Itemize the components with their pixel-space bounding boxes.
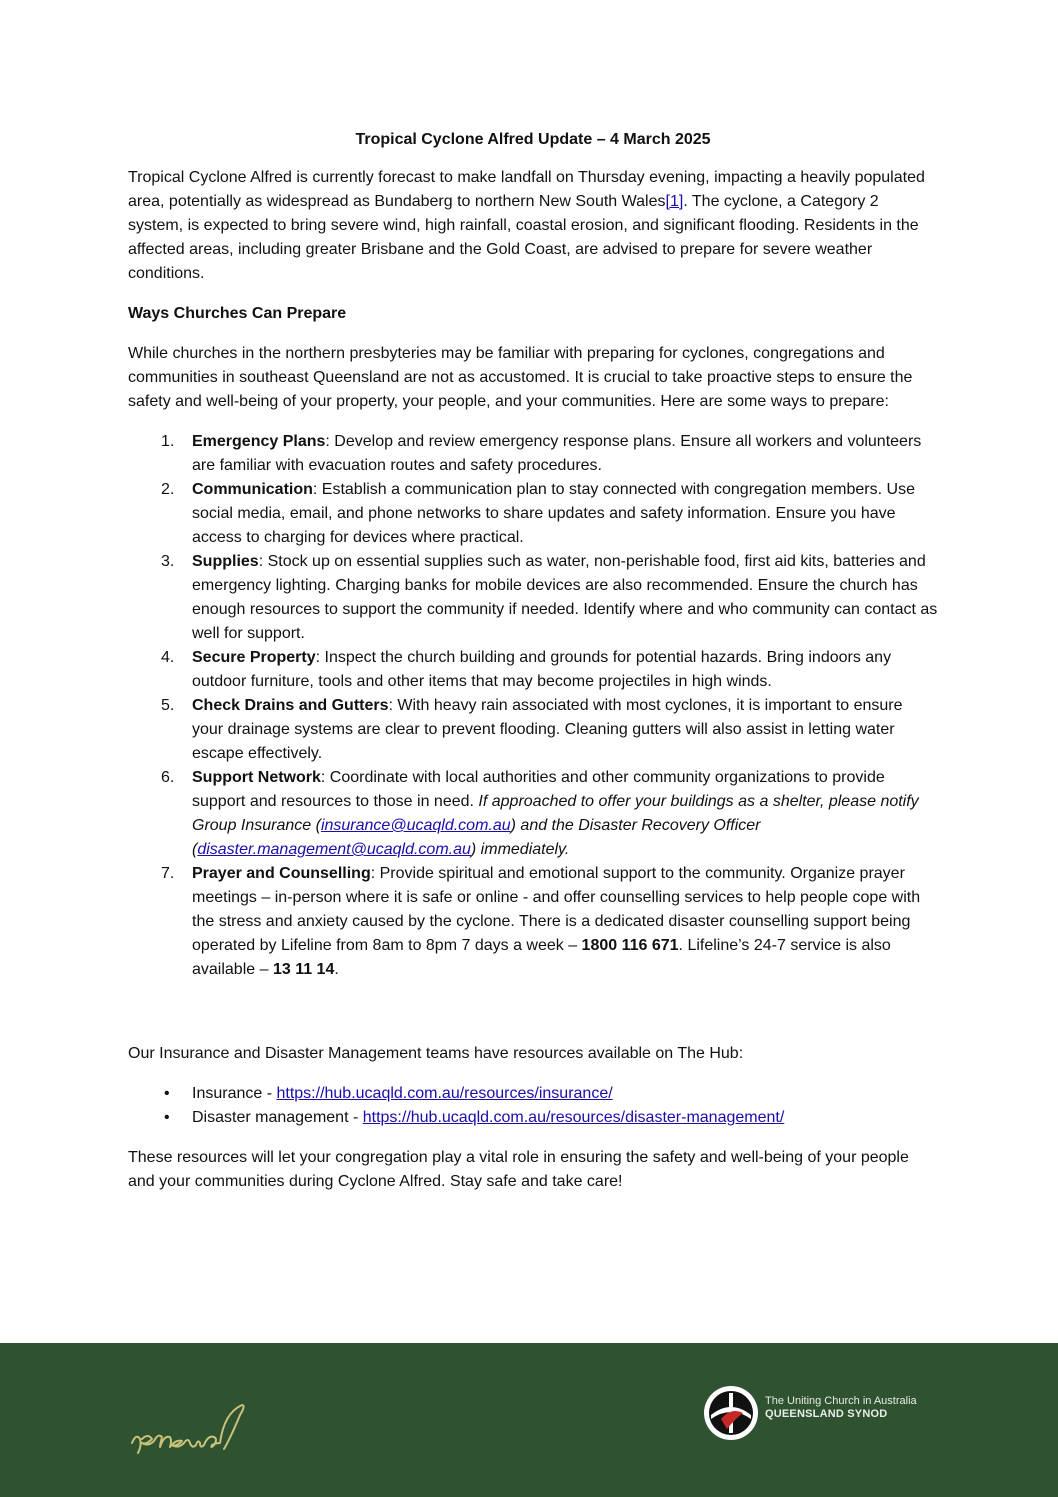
- step-item: [128, 766, 938, 862]
- step-italic-c: ) immediately.: [470, 841, 570, 858]
- bullet-icon: •: [164, 1109, 170, 1126]
- step-text-c: .: [334, 961, 339, 978]
- lifeline-24-7-phone: 13 11 14: [272, 961, 335, 978]
- document-body: [128, 128, 938, 1194]
- step-italic-a: If approached to offer your buildings as a shelter, please notify Group Insurance (: [192, 793, 919, 834]
- resources-intro: Our Insurance and Disaster Management teams have resources available on The Hub:: [128, 1045, 744, 1062]
- step-item: [128, 430, 938, 478]
- resource-label: Disaster management -: [192, 1109, 363, 1126]
- step-number: 5.: [161, 697, 175, 714]
- step-text: : Inspect the church building and grounds for potential hazards. Bring indoors any outdoor furniture, tools and other items that may become projectiles in high winds.: [192, 649, 892, 690]
- step-item: [128, 550, 938, 646]
- step-number: 1.: [161, 433, 175, 450]
- step-text: : Coordinate with local authorities and other community organizations to provide support and resources to those in need.: [192, 769, 885, 810]
- disaster-resource-link[interactable]: https://hub.ucaqld.com.au/resources/disaster-management/: [362, 1109, 785, 1126]
- step-text: : Establish a communication plan to stay connected with congregation members. Use social media, email, and phone networks to share updates and safety information. Ensure you have access to charging for devices where practical.: [192, 481, 915, 546]
- step-title: Supplies: [192, 553, 259, 570]
- spacer: [128, 982, 938, 1042]
- step-title: Communication: [192, 481, 313, 498]
- step-title: Secure Property: [192, 649, 316, 666]
- section-paragraph: While churches in the northern presbyteries may be familiar with preparing for cyclones, congregations and communities in southeast Queensland are not as accustomed. It is crucial to take proactive steps to ensure the safety and well-being of your property, your people, and your communities. Here are some ways to prepare:: [128, 345, 913, 410]
- insurance-email-link[interactable]: insurance@ucaqld.com.au: [320, 817, 511, 834]
- step-item: [128, 862, 938, 982]
- disaster-email-link[interactable]: disaster.management@ucaqld.com.au: [197, 841, 471, 858]
- step-item: [128, 694, 938, 766]
- resource-label: Insurance -: [192, 1085, 277, 1102]
- section-heading: Ways Churches Can Prepare: [128, 305, 347, 322]
- uca-org-text: [765, 1395, 917, 1421]
- intro-text-a: Tropical Cyclone Alfred is currently forecast to make landfall on Thursday evening, impacting a heavily populated area, potentially as widespread as Bundaberg to northern New South Wales: [128, 169, 925, 210]
- step-title: Support Network: [192, 769, 321, 786]
- step-item: [128, 478, 938, 550]
- uca-org-line-2: QUEENSLAND SYNOD: [765, 1408, 888, 1420]
- intro-text-b: . The cyclone, a Category 2 system, is expected to bring severe wind, high rainfall, coastal erosion, and significant flooding. Residents in the affected areas, including greater Brisbane and the Gold Coast, are advised to prepare for severe weather conditions.: [128, 193, 919, 282]
- step-title: Prayer and Counselling: [192, 865, 371, 882]
- step-number: 7.: [161, 865, 175, 882]
- uca-logo: [703, 1385, 933, 1449]
- uniting-church-cross-dove-logo-icon: [703, 1385, 759, 1441]
- step-number: 2.: [161, 481, 175, 498]
- uca-org-line-1: The Uniting Church in Australia: [765, 1395, 917, 1407]
- renewal-script-logo: [128, 1385, 358, 1465]
- resources-list: [128, 1082, 938, 1130]
- step-italic-b: ) and the Disaster Recovery Officer (: [192, 817, 761, 858]
- step-text-b: . Lifeline’s 24-7 service is also available –: [192, 937, 891, 978]
- lifeline-disaster-phone: 1800 116 671: [581, 937, 679, 954]
- footnote-ref-link[interactable]: [1]: [665, 193, 684, 210]
- step-number: 6.: [161, 769, 175, 786]
- step-title: Check Drains and Gutters: [192, 697, 389, 714]
- step-number: 3.: [161, 553, 175, 570]
- preparation-steps-list: [128, 430, 938, 982]
- step-item: [128, 646, 938, 694]
- step-number: 4.: [161, 649, 175, 666]
- step-text: : Provide spiritual and emotional support to the community. Organize prayer meetings – in-person where it is safe or online - and offer counselling services to help people cope with the stress and anxiety caused by the cyclone. There is a dedicated disaster counselling support being operated by Lifeline from 8am to 8pm 7 days a week –: [192, 865, 921, 954]
- insurance-resource-link[interactable]: https://hub.ucaqld.com.au/resources/insurance/: [276, 1085, 613, 1102]
- step-text: : With heavy rain associated with most cyclones, it is important to ensure your drainage systems are clear to prevent flooding. Cleaning gutters will also assist in letting water escape effectively.: [192, 697, 903, 762]
- page-footer: [0, 1343, 1058, 1497]
- step-text: : Stock up on essential supplies such as water, non-perishable food, first aid kits, batteries and emergency lighting. Charging banks for mobile devices are also recommended. Ensure the church has enough resources to support the community if needed. Identify where and who community can contact as well for support.: [192, 553, 938, 642]
- step-text: : Develop and review emergency response plans. Ensure all workers and volunteers are familiar with evacuation routes and safety procedures.: [192, 433, 922, 474]
- intro-paragraph: [128, 166, 938, 286]
- closing-paragraph: These resources will let your congregation play a vital role in ensuring the safety and well-being of your people and your communities during Cyclone Alfred. Stay safe and take care!: [128, 1149, 909, 1190]
- bullet-icon: •: [164, 1085, 170, 1102]
- resource-item: [128, 1082, 938, 1106]
- resource-item: [128, 1106, 938, 1130]
- document-title: Tropical Cyclone Alfred Update – 4 March 2025: [355, 131, 711, 148]
- step-title: Emergency Plans: [192, 433, 326, 450]
